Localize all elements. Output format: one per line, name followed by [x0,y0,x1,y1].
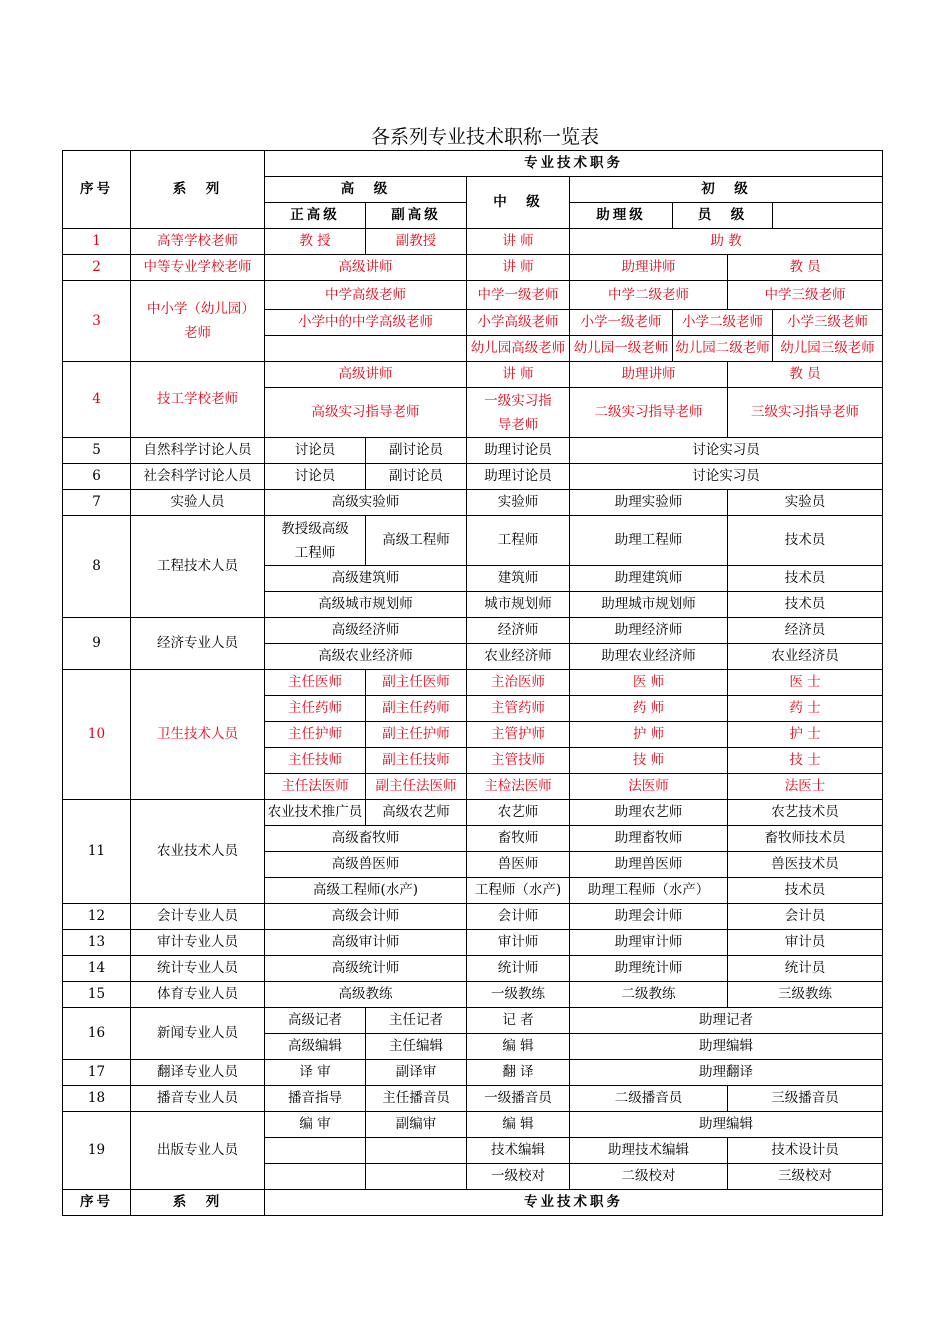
title-cell: 幼儿园三级老师 [773,336,883,362]
title-cell: 助理讨论员 [467,464,570,490]
title-cell: 主任播音员 [366,1086,467,1112]
table-row [63,956,883,982]
title-cell: 工程师 [467,516,570,566]
title-cell: 高级农业经济师 [265,644,467,670]
title-cell: 小学高级老师 [467,310,570,336]
title-cell: 三级实习指导老师 [728,388,883,438]
empty-cell [773,203,883,229]
title-cell: 主任医师 [265,670,366,696]
row-number: 8 [63,516,131,618]
table-row [63,464,883,490]
table-row [63,904,883,930]
title-cell: 助理讲师 [570,255,728,281]
title-cell: 实验员 [728,490,883,516]
page-title: 各系列专业技术职称一览表 [370,126,599,148]
row-number: 16 [63,1008,131,1060]
table-row [63,1086,883,1112]
full-senior-header: 正高级 [265,203,366,229]
title-cell: 一级实习指导老师 [467,388,570,438]
row-number: 3 [63,281,131,362]
table-row [63,800,883,826]
series-name: 新闻专业人员 [131,1008,265,1060]
title-cell: 讲 师 [467,255,570,281]
row-number: 18 [63,1086,131,1112]
title-cell: 副主任法医师 [366,774,467,800]
seq-header: 序号 [63,151,131,229]
empty-cell [265,336,467,362]
table-footer-row [63,1190,883,1216]
title-cell: 讲 师 [467,362,570,388]
title-cell: 会计师 [467,904,570,930]
member-header: 员 级 [673,203,773,229]
title-cell: 高级工程师 [366,516,467,566]
title-cell: 副主任医师 [366,670,467,696]
title-cell: 二级校对 [570,1164,728,1190]
row-number: 5 [63,438,131,464]
table-row [63,1060,883,1086]
table-row [63,618,883,644]
title-cell: 技术员 [728,592,883,618]
title-cell: 会计员 [728,904,883,930]
title-cell: 中学二级老师 [570,281,728,310]
title-cell: 兽医技术员 [728,852,883,878]
series-name: 工程技术人员 [131,516,265,618]
title-cell: 小学三级老师 [773,310,883,336]
table-row [63,1008,883,1034]
title-cell: 助理工程师（水产） [570,878,728,904]
title-cell: 技 师 [570,748,728,774]
row-number: 14 [63,956,131,982]
title-cell: 建筑师 [467,566,570,592]
title-cell: 主管技师 [467,748,570,774]
title-cell: 高级实验师 [265,490,467,516]
duties-header: 专业技术职务 [265,151,883,177]
table-row [63,362,883,388]
title-cell: 编 审 [265,1112,366,1138]
title-cell: 教 员 [728,362,883,388]
title-cell: 高级编辑 [265,1034,366,1060]
title-cell: 护 士 [728,722,883,748]
title-cell: 三级播音员 [728,1086,883,1112]
table-row [63,490,883,516]
title-cell: 讨论员 [265,438,366,464]
assistant-header: 助理级 [570,203,673,229]
table-row [63,1112,883,1138]
title-cell: 助理讨论员 [467,438,570,464]
title-cell: 高级统计师 [265,956,467,982]
title-cell: 编 辑 [467,1112,570,1138]
title-cell: 法医士 [728,774,883,800]
title-cell: 副讨论员 [366,464,467,490]
series-name: 卫生技术人员 [131,670,265,800]
title-cell: 高级会计师 [265,904,467,930]
title-cell: 城市规划师 [467,592,570,618]
title-cell: 法医师 [570,774,728,800]
row-number: 9 [63,618,131,670]
title-cell: 技术员 [728,566,883,592]
title-cell: 统计师 [467,956,570,982]
title-cell: 经济员 [728,618,883,644]
title-cell: 高级讲师 [265,362,467,388]
title-cell: 畜牧师技术员 [728,826,883,852]
title-cell: 农艺师 [467,800,570,826]
series-name: 审计专业人员 [131,930,265,956]
title-cell: 高级审计师 [265,930,467,956]
seq-footer: 序号 [63,1190,131,1216]
title-cell: 审计师 [467,930,570,956]
title-cell: 高级兽医师 [265,852,467,878]
title-cell: 高级教练 [265,982,467,1008]
title-cell: 高级记者 [265,1008,366,1034]
title-cell: 教授级高级工程师 [265,516,366,566]
series-name: 出版专业人员 [131,1112,265,1190]
series-name: 中小学（幼儿园）老师 [131,281,265,362]
series-name: 高等学校老师 [131,229,265,255]
title-cell: 幼儿园高级老师 [467,336,570,362]
series-name: 技工学校老师 [131,362,265,438]
series-footer: 系 列 [131,1190,265,1216]
duties-footer: 专业技术职务 [265,1190,883,1216]
title-cell: 农业经济师 [467,644,570,670]
title-cell: 助理翻译 [570,1060,883,1086]
table-row [63,438,883,464]
title-cell: 助理建筑师 [570,566,728,592]
title-cell: 助理农艺师 [570,800,728,826]
title-cell: 技 士 [728,748,883,774]
table-row [63,281,883,310]
deputy-senior-header: 副高级 [366,203,467,229]
title-cell: 中学一级老师 [467,281,570,310]
table-row [63,255,883,281]
row-number: 15 [63,982,131,1008]
title-cell: 主任护师 [265,722,366,748]
empty-cell [265,1138,366,1164]
title-cell: 医 士 [728,670,883,696]
title-cell: 二级播音员 [570,1086,728,1112]
title-cell: 实验师 [467,490,570,516]
title-cell: 小学中的中学高级老师 [265,310,467,336]
title-cell: 幼儿园二级老师 [673,336,773,362]
title-cell: 药 士 [728,696,883,722]
title-cell: 助理城市规划师 [570,592,728,618]
title-cell: 经济师 [467,618,570,644]
title-cell: 主任法医师 [265,774,366,800]
title-cell: 主管护师 [467,722,570,748]
title-table [62,150,883,1216]
row-number: 17 [63,1060,131,1086]
empty-cell [265,1164,366,1190]
title-cell: 主检法医师 [467,774,570,800]
title-cell: 副教授 [366,229,467,255]
title-cell: 助理技术编辑 [570,1138,728,1164]
series-header: 系 列 [131,151,265,229]
table-row [63,670,883,696]
title-cell: 助理经济师 [570,618,728,644]
title-cell: 助理畜牧师 [570,826,728,852]
title-cell: 助理编辑 [570,1112,883,1138]
title-cell: 审计员 [728,930,883,956]
title-cell: 助理实验师 [570,490,728,516]
title-cell: 高级讲师 [265,255,467,281]
title-cell: 译 审 [265,1060,366,1086]
title-cell: 助理审计师 [570,930,728,956]
row-number: 12 [63,904,131,930]
title-cell: 小学二级老师 [673,310,773,336]
series-name: 体育专业人员 [131,982,265,1008]
title-cell: 助理记者 [570,1008,883,1034]
title-cell: 三级校对 [728,1164,883,1190]
title-cell: 副译审 [366,1060,467,1086]
title-cell: 讨论实习员 [570,464,883,490]
title-cell: 助理兽医师 [570,852,728,878]
title-cell: 二级教练 [570,982,728,1008]
title-cell: 高级畜牧师 [265,826,467,852]
row-number: 7 [63,490,131,516]
title-cell: 高级建筑师 [265,566,467,592]
title-cell: 主任药师 [265,696,366,722]
title-cell: 高级经济师 [265,618,467,644]
empty-cell [366,1164,467,1190]
row-number: 19 [63,1112,131,1190]
title-cell: 主任记者 [366,1008,467,1034]
title-cell: 农艺技术员 [728,800,883,826]
row-number: 10 [63,670,131,800]
title-cell: 讨论实习员 [570,438,883,464]
title-cell: 播音指导 [265,1086,366,1112]
title-cell: 技术员 [728,878,883,904]
title-cell: 高级城市规划师 [265,592,467,618]
series-name: 会计专业人员 [131,904,265,930]
title-cell: 助理会计师 [570,904,728,930]
series-name: 农业技术人员 [131,800,265,904]
series-name: 实验人员 [131,490,265,516]
title-cell: 副主任护师 [366,722,467,748]
title-cell: 技术设计员 [728,1138,883,1164]
title-cell: 助理工程师 [570,516,728,566]
empty-cell [366,1138,467,1164]
series-name: 翻译专业人员 [131,1060,265,1086]
title-cell: 翻 译 [467,1060,570,1086]
row-number: 6 [63,464,131,490]
table-row [63,982,883,1008]
title-cell: 三级教练 [728,982,883,1008]
title-cell: 工程师（水产) [467,878,570,904]
title-cell: 副主任药师 [366,696,467,722]
table-row [63,229,883,255]
title-cell: 高级工程师(水产) [265,878,467,904]
title-cell: 教 员 [728,255,883,281]
title-cell: 助理讲师 [570,362,728,388]
title-cell: 讲 师 [467,229,570,255]
table-row [63,516,883,566]
title-cell: 幼儿园一级老师 [570,336,673,362]
title-cell: 编 辑 [467,1034,570,1060]
title-cell: 高级实习指导老师 [265,388,467,438]
title-cell: 助理统计师 [570,956,728,982]
series-name: 社会科学讨论人员 [131,464,265,490]
title-cell: 一级播音员 [467,1086,570,1112]
title-cell: 副讨论员 [366,438,467,464]
title-cell: 药 师 [570,696,728,722]
junior-header: 初 级 [570,177,883,203]
title-cell: 农业技术推广员 [265,800,366,826]
row-number: 2 [63,255,131,281]
title-cell: 二级实习指导老师 [570,388,728,438]
series-name: 经济专业人员 [131,618,265,670]
title-cell: 主管药师 [467,696,570,722]
table-header-row [63,151,883,177]
title-cell: 副编审 [366,1112,467,1138]
title-cell: 助理编辑 [570,1034,883,1060]
title-cell: 兽医师 [467,852,570,878]
series-name: 统计专业人员 [131,956,265,982]
title-cell: 技术员 [728,516,883,566]
title-cell: 一级教练 [467,982,570,1008]
title-cell: 统计员 [728,956,883,982]
row-number: 13 [63,930,131,956]
table-row [63,930,883,956]
title-cell: 中学高级老师 [265,281,467,310]
title-cell: 记 者 [467,1008,570,1034]
series-name: 中等专业学校老师 [131,255,265,281]
title-cell: 小学一级老师 [570,310,673,336]
row-number: 4 [63,362,131,438]
title-cell: 农业经济员 [728,644,883,670]
title-cell: 主任编辑 [366,1034,467,1060]
title-cell: 一级校对 [467,1164,570,1190]
series-name: 自然科学讨论人员 [131,438,265,464]
title-cell: 主治医师 [467,670,570,696]
title-cell: 高级农艺师 [366,800,467,826]
title-cell: 护 师 [570,722,728,748]
title-cell: 助理农业经济师 [570,644,728,670]
row-number: 1 [63,229,131,255]
middle-header: 中 级 [467,177,570,229]
series-name: 播音专业人员 [131,1086,265,1112]
title-cell: 助 教 [570,229,883,255]
title-cell: 技术编辑 [467,1138,570,1164]
title-cell: 教 授 [265,229,366,255]
title-cell: 副主任技师 [366,748,467,774]
senior-header: 高 级 [265,177,467,203]
title-cell: 医 师 [570,670,728,696]
row-number: 11 [63,800,131,904]
title-cell: 讨论员 [265,464,366,490]
title-cell: 主任技师 [265,748,366,774]
title-cell: 畜牧师 [467,826,570,852]
title-cell: 中学三级老师 [728,281,883,310]
